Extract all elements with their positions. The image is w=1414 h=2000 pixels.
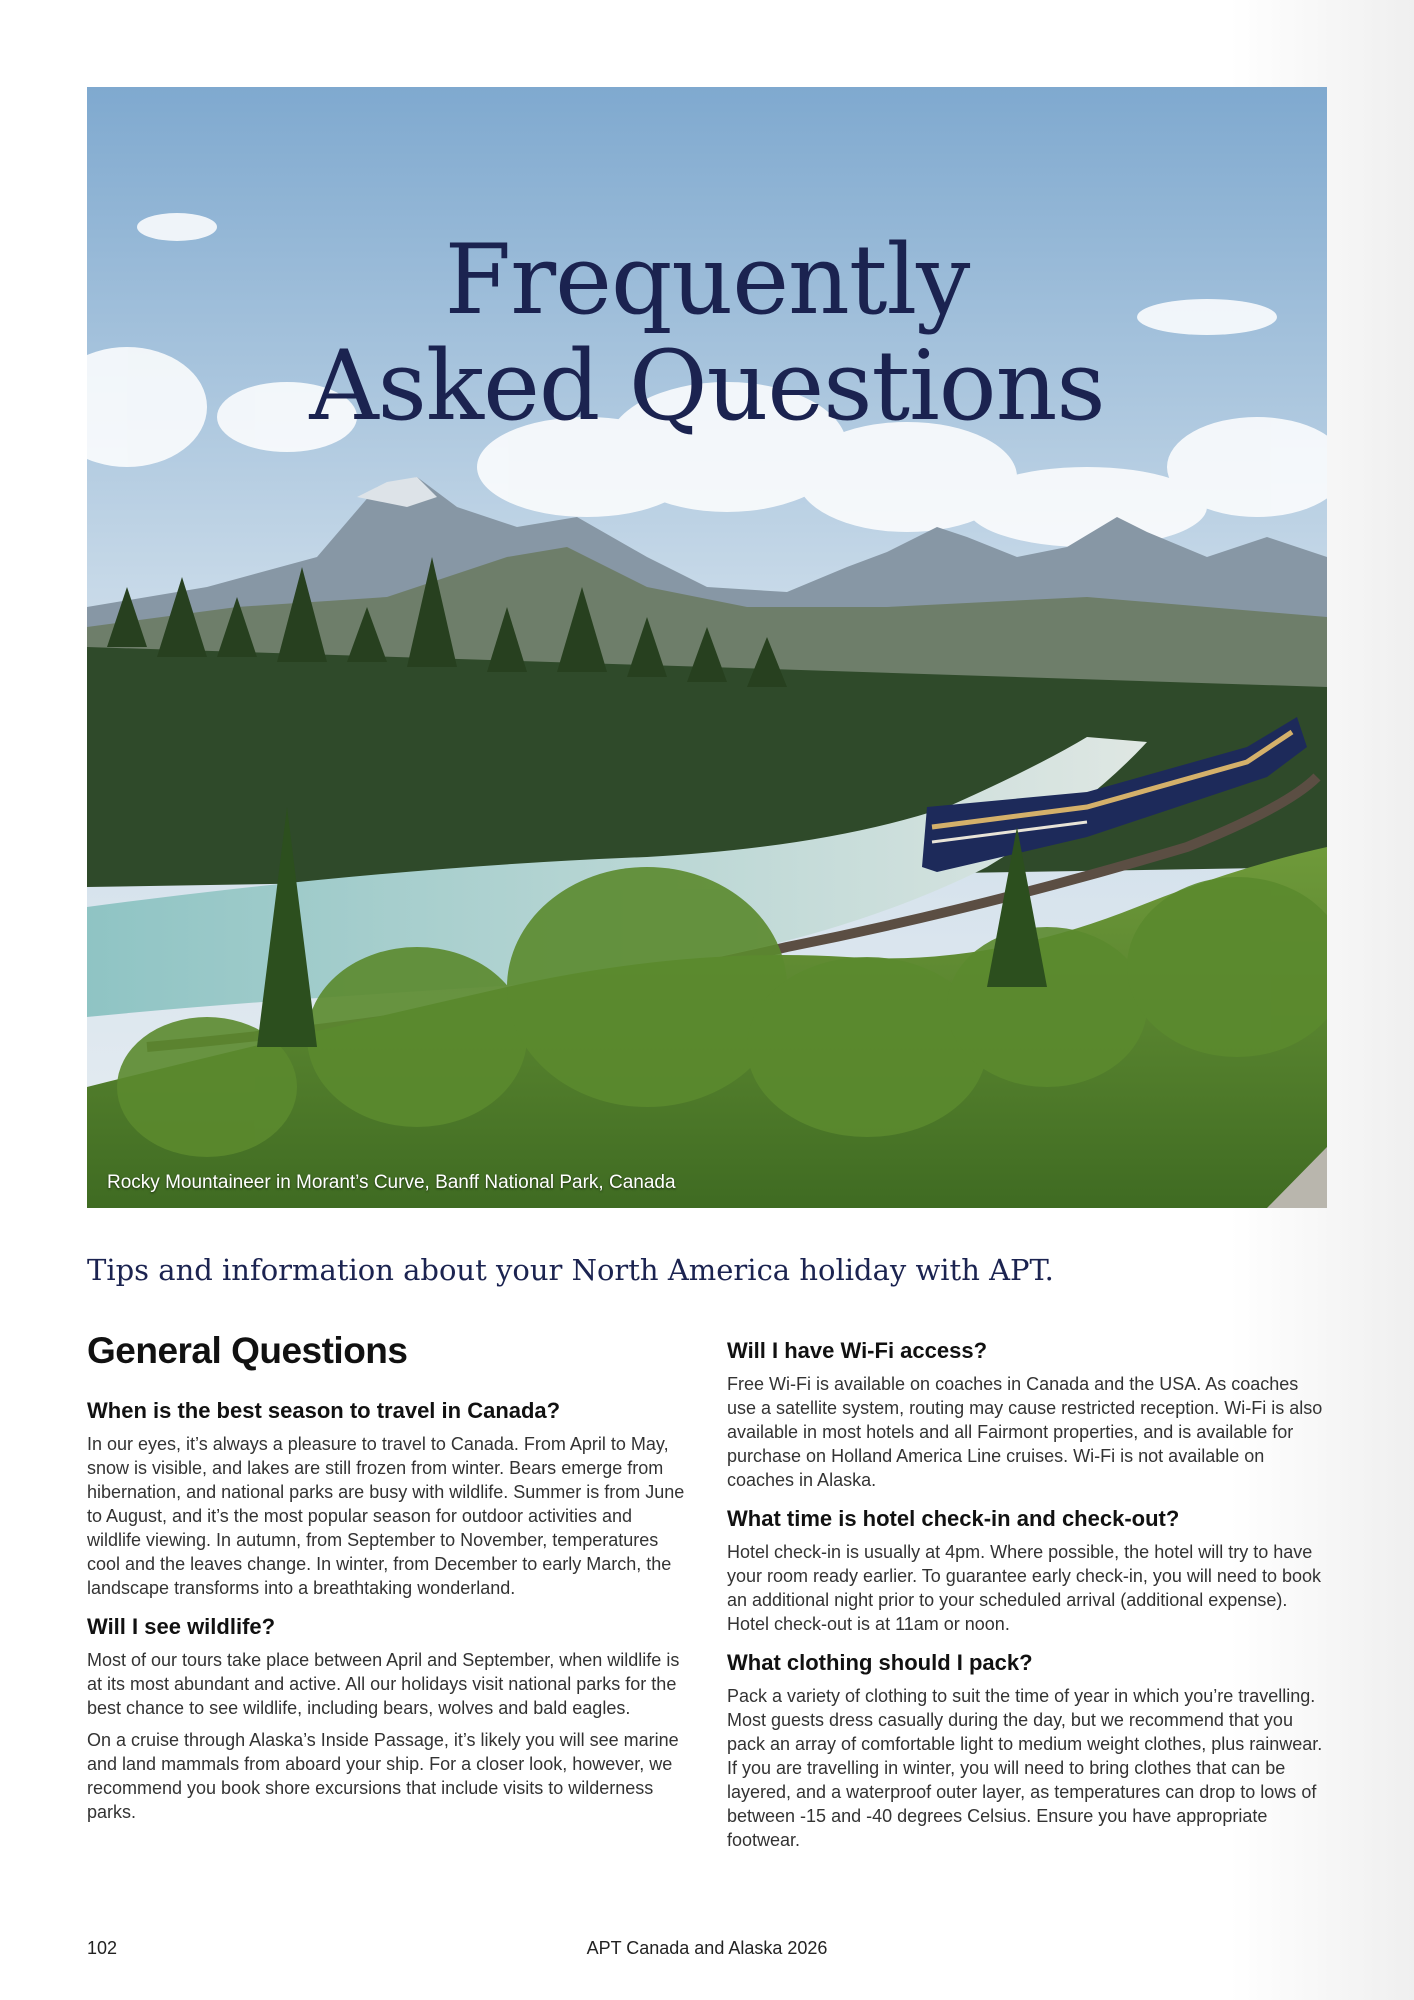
question-heading: What time is hotel check-in and check-out? bbox=[727, 1506, 1180, 1531]
photo-caption: Rocky Mountaineer in Morant’s Curve, Banff National Park, Canada bbox=[107, 1172, 676, 1193]
answer-paragraph: Hotel check-in is usually at 4pm. Where possible, the hotel will try to have your room ready earlier. To guarantee early check-in, you will need to book an additional night prior to your scheduled arrival (additional expense). Hotel check-out is at 11am or noon. bbox=[727, 1542, 1321, 1634]
left-column bbox=[87, 1330, 687, 1838]
title-line-1: Frequently bbox=[444, 224, 970, 336]
question-heading: Will I see wildlife? bbox=[87, 1614, 276, 1639]
hero-image bbox=[87, 87, 1327, 1208]
answer-paragraph: On a cruise through Alaska’s Inside Passage, it’s likely you will see marine and land mammals from aboard your ship. For a closer look, however, we recommend you book shore excursions that include visits to wilderness parks. bbox=[87, 1730, 679, 1822]
page-number: 102 bbox=[87, 1938, 118, 1958]
right-column bbox=[727, 1338, 1327, 1866]
page-title bbox=[87, 224, 1327, 442]
section-heading: General Questions bbox=[87, 1330, 408, 1371]
question-heading: What clothing should I pack? bbox=[727, 1650, 1033, 1675]
question-heading: Will I have Wi-Fi access? bbox=[727, 1338, 988, 1363]
answer-paragraph: Most of our tours take place between April and September, when wildlife is at its most abundant and active. All our holidays visit national parks for the best chance to see wildlife, including bears, wolves and bald eagles. bbox=[87, 1650, 680, 1718]
question-heading: When is the best season to travel in Canada? bbox=[87, 1398, 561, 1423]
page-subtitle: Tips and information about your North America holiday with APT. bbox=[87, 1253, 1054, 1287]
answer-paragraph: In our eyes, it’s always a pleasure to travel to Canada. From April to May, snow is visible, and lakes are still frozen from winter. Bears emerge from hibernation, and national parks are busy with wildlife. Summer is from June to August, and it’s the most popular season for outdoor activities and wildlife viewing. In autumn, from September to November, temperatures cool and the leaves change. In winter, from December to early March, the landscape transforms into a breathtaking wonderland. bbox=[87, 1434, 685, 1598]
answer-paragraph: Free Wi-Fi is available on coaches in Canada and the USA. As coaches use a satellite system, routing may cause restricted reception. Wi-Fi is also available in most hotels and all Fairmont properties, and is available for purchase on Holland America Line cruises. Wi-Fi is not available on coaches in Alaska. bbox=[727, 1374, 1323, 1490]
title-line-2: Asked Questions bbox=[309, 330, 1105, 442]
answer-paragraph: Pack a variety of clothing to suit the time of year in which you’re travelling. Most guests dress casually during the day, but we recommend that you pack an array of comfortable light to medium weight clothes, plus rainwear. If you are travelling in winter, you will need to bring clothes that can be layered, and a waterproof outer layer, as temperatures can drop to lows of between -15 and -40 degrees Celsius. Ensure you have appropriate footwear. bbox=[727, 1686, 1323, 1850]
publication-title: APT Canada and Alaska 2026 bbox=[586, 1938, 828, 1958]
